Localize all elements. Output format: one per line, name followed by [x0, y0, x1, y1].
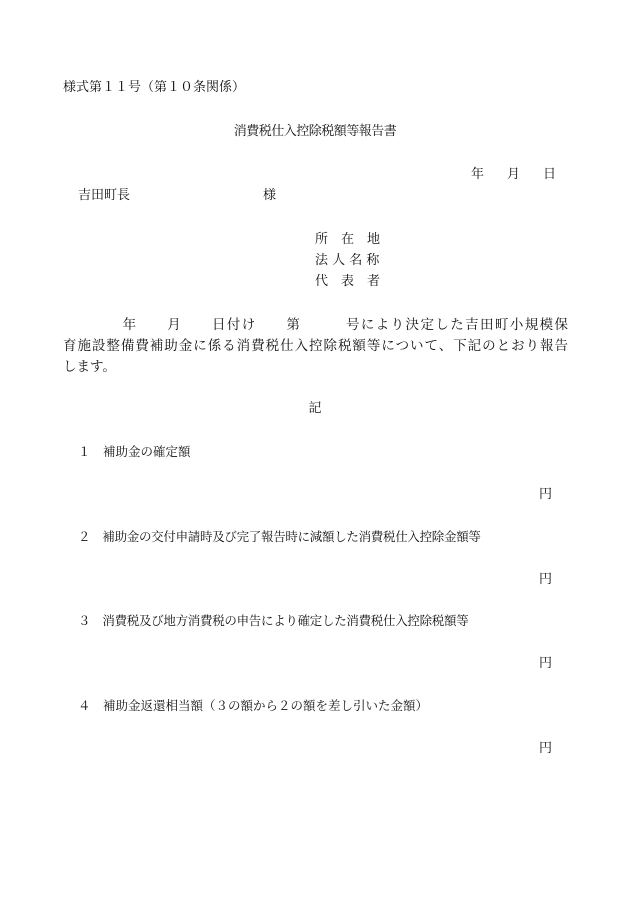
item-4-label: ４ 補助金返還相当額（３の額から２の額を差し引いた金額）	[78, 698, 429, 713]
item-2-unit: 円	[539, 572, 553, 587]
body-line: 育施設整備費補助金に係る消費税仕入控除税額等について、下記のとおり報告	[63, 338, 568, 354]
item-3-label: ３ 消費税及び地方消費税の申告により確定した消費税仕入控除税額等	[78, 613, 469, 628]
item-4-unit: 円	[539, 741, 553, 756]
date-day: 日	[543, 167, 557, 182]
representative-label: 代 表 者	[315, 274, 381, 289]
body-paragraph	[63, 315, 568, 378]
address-label: 所 在 地	[315, 232, 381, 247]
item-1-label: １ 補助金の確定額	[78, 444, 191, 459]
corp-name-label: 法 人 名 称	[315, 253, 380, 268]
ki-heading: 記	[308, 401, 322, 416]
addressee-honorific: 様	[263, 188, 277, 203]
item-1-unit: 円	[539, 487, 553, 502]
item-2-label: ２ 補助金の交付申請時及び完了報告時に減額した消費税仕入控除金額等	[78, 529, 481, 544]
date-month: 月	[507, 167, 521, 182]
body-line: します。	[63, 359, 116, 375]
document-title: 消費税仕入控除税額等報告書	[233, 124, 397, 139]
addressee-name: 吉田町長	[78, 188, 131, 203]
body-line: 年 月 日付け 第 号により決定した吉田町小規模保	[63, 317, 568, 333]
item-3-unit: 円	[539, 656, 553, 671]
date-year: 年	[471, 167, 485, 182]
form-number: 様式第１１号（第１０条関係）	[63, 80, 246, 95]
